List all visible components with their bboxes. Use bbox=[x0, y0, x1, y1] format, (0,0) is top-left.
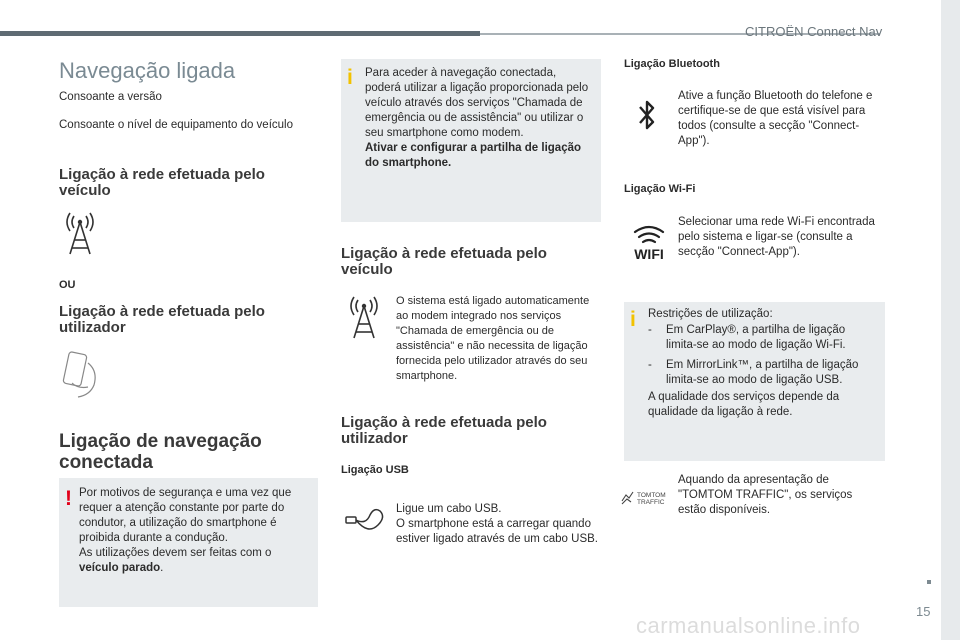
tomtom-logo-line2: TRAFFIC bbox=[637, 499, 665, 506]
bluetooth-text: Ative a função Bluetooth do telefone e certifique-se de que está visível para todos (consulte a secção "Connect-App"). bbox=[678, 90, 873, 147]
manual-title: CITROËN Connect Nav bbox=[745, 24, 883, 39]
side-tab bbox=[941, 0, 960, 640]
wifi-label: Ligação Wi-Fi bbox=[624, 183, 696, 195]
smartphone-hand-icon bbox=[58, 349, 108, 401]
tomtom-logo-line1: TOMTOM bbox=[637, 492, 666, 499]
bluetooth-label: Ligação Bluetooth bbox=[624, 58, 720, 70]
heading-connected-navigation: Ligação de navegação conectada bbox=[59, 431, 262, 473]
info-paragraph: Para aceder à navegação conectada, poderá utilizar a ligação proporcionada pelo veículo através dos serviços "Chamada de emergência ou de assistência" ou utilizar o seu smartphone como modem. bbox=[365, 67, 589, 139]
warning-box bbox=[59, 478, 318, 607]
restrictions-box bbox=[624, 302, 885, 461]
usb-label: Ligação USB bbox=[341, 464, 409, 476]
vehicle-connection-text: O sistema está ligado automaticamente ao modem integrado nos serviços "Chamada de emergência ou de assistência" e não necessita de ligação fornecida pelo utilizador através do seu smartphone. bbox=[396, 295, 590, 382]
wifi-icon-text: WIFI bbox=[634, 246, 664, 260]
warning-bold: veículo parado bbox=[79, 562, 161, 574]
wifi-text: Selecionar uma rede Wi-Fi encontrada pelo sistema e ligar-se (consulte a secção "Connect-App"). bbox=[678, 216, 875, 258]
wifi-icon bbox=[627, 222, 671, 260]
watermark: carmanualsonline.info bbox=[636, 613, 861, 638]
info-box bbox=[341, 59, 601, 222]
usb-text-line1: Ligue um cabo USB. bbox=[396, 503, 502, 515]
heading-user-connection: Ligação à rede efetuada pelo utilizador bbox=[59, 303, 265, 336]
bluetooth-icon bbox=[636, 98, 658, 132]
tomtom-traffic-logo bbox=[621, 489, 671, 507]
equipment-note: Consoante o nível de equipamento do veículo bbox=[59, 119, 293, 131]
usb-text bbox=[396, 502, 600, 547]
heading-vehicle-connection: Ligação à rede efetuada pelo veículo bbox=[59, 166, 265, 199]
header-rule-dark bbox=[0, 31, 480, 36]
page-number: 15 bbox=[916, 604, 931, 619]
warning-icon: ! bbox=[65, 487, 72, 510]
info-icon: i bbox=[347, 66, 353, 89]
heading-vehicle-connection-2: Ligação à rede efetuada pelo veículo bbox=[341, 245, 547, 278]
or-label: OU bbox=[59, 279, 76, 291]
warning-text bbox=[79, 486, 307, 576]
restriction-dash-2: - bbox=[648, 359, 652, 371]
tomtom-text: Aquando da apresentação de "TOMTOM TRAFFIC", os serviços estão disponíveis. bbox=[678, 474, 853, 516]
usb-cable-icon bbox=[344, 505, 390, 539]
antenna-icon bbox=[62, 212, 98, 256]
info-text bbox=[365, 66, 593, 171]
restriction-quality: A qualidade dos serviços depende da qualidade da ligação à rede. bbox=[648, 391, 840, 418]
restriction-carplay: Em CarPlay®, a partilha de ligação limita-se ao modo de ligação Wi-Fi. bbox=[666, 324, 846, 351]
restrictions-title: Restrições de utilização: bbox=[648, 308, 773, 320]
warning-paragraph: Por motivos de segurança e uma vez que requer a atenção constante por parte do condutor, a utilização do smartphone é proibida durante a condução. bbox=[79, 487, 292, 544]
info-icon: i bbox=[630, 308, 636, 331]
antenna-icon bbox=[346, 296, 382, 340]
restriction-dash-1: - bbox=[648, 324, 652, 336]
page-indicator-dot bbox=[927, 580, 931, 584]
warning-end: . bbox=[160, 562, 164, 574]
version-note: Consoante a versão bbox=[59, 91, 162, 103]
restriction-mirrorlink: Em MirrorLink™, a partilha de ligação limita-se ao modo de ligação USB. bbox=[666, 359, 859, 386]
heading-user-connection-2: Ligação à rede efetuada pelo utilizador bbox=[341, 414, 547, 447]
warning-paragraph-2: As utilizações devem ser feitas com o bbox=[79, 547, 272, 559]
info-bold: Ativar e configurar a partilha de ligação do smartphone. bbox=[365, 142, 582, 169]
usb-text-line2: O smartphone está a carregar quando estiver ligado através de um cabo USB. bbox=[396, 518, 598, 545]
page-title: Navegação ligada bbox=[59, 58, 236, 83]
